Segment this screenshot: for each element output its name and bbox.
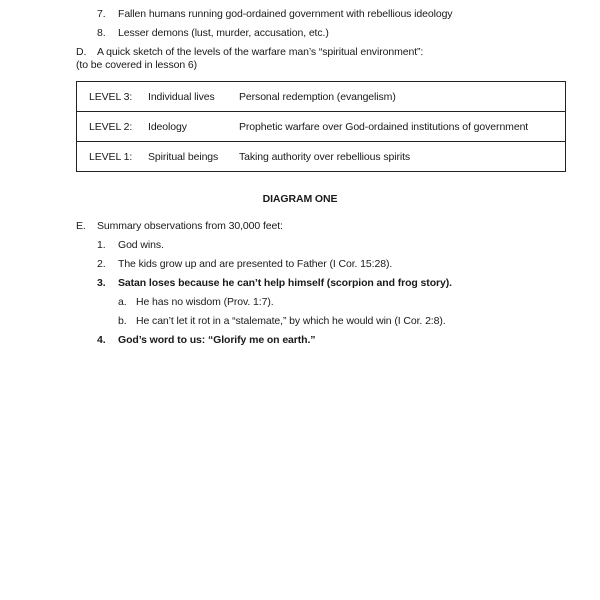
sub-list-item [118, 314, 446, 328]
sub-list-item [118, 295, 274, 309]
list-item-text: The kids grow up and are presented to Father (I Cor. 15:28). [118, 258, 393, 270]
level-label: LEVEL 3: [77, 82, 149, 112]
table-row [77, 82, 566, 112]
list-item-text: God’s word to us: “Glorify me on earth.” [118, 334, 316, 346]
section-e-text: Summary observations from 30,000 feet: [97, 220, 283, 232]
list-item-number: 8. [97, 27, 106, 39]
level-name: Ideology [148, 112, 239, 142]
list-item [97, 238, 164, 252]
level-label: LEVEL 1: [77, 142, 149, 172]
diagram-title: DIAGRAM ONE [262, 193, 338, 205]
sub-list-item-text: He can’t let it rot in a “stalemate,” by which he would win (I Cor. 2:8). [136, 315, 446, 327]
level-description: Taking authority over rebellious spirits [239, 142, 566, 172]
table-row [77, 112, 566, 142]
level-name: Spiritual beings [148, 142, 239, 172]
list-item-text: Fallen humans running god-ordained government with rebellious ideology [118, 8, 453, 20]
list-item-number: 1. [97, 239, 106, 251]
clipped-list-item [97, 0, 397, 4]
section-e-heading [76, 219, 283, 233]
sub-list-item-text: He has no wisdom (Prov. 1:7). [136, 296, 274, 308]
section-d-text: A quick sketch of the levels of the warfare man’s “spiritual environment”: [97, 46, 424, 58]
levels-table [76, 81, 566, 172]
list-item-number: 4. [97, 334, 106, 346]
list-item-text: God wins. [118, 239, 164, 251]
list-item-number: 2. [97, 258, 106, 270]
list-item-text: Satan loses because he can’t help himself (scorpion and frog story). [118, 277, 452, 289]
level-name: Individual lives [148, 82, 239, 112]
sub-list-item-letter: b. [118, 315, 127, 327]
level-description: Personal redemption (evangelism) [239, 82, 566, 112]
list-item [97, 7, 452, 21]
list-item-text: Lesser demons (lust, murder, accusation, etc.) [118, 27, 329, 39]
table-row [77, 142, 566, 172]
section-letter: E. [76, 220, 86, 232]
list-item-number: 7. [97, 8, 106, 20]
sub-list-item-letter: a. [118, 296, 127, 308]
list-item [97, 276, 452, 290]
list-item [97, 26, 329, 40]
list-item [97, 333, 315, 347]
level-label: LEVEL 2: [77, 112, 149, 142]
list-item [97, 257, 392, 271]
list-item-number: 3. [97, 277, 106, 289]
section-d-subtext: (to be covered in lesson 6) [76, 59, 198, 71]
section-d-heading [76, 45, 423, 59]
section-letter: D. [76, 46, 87, 58]
level-description: Prophetic warfare over God-ordained institutions of government [239, 112, 566, 142]
